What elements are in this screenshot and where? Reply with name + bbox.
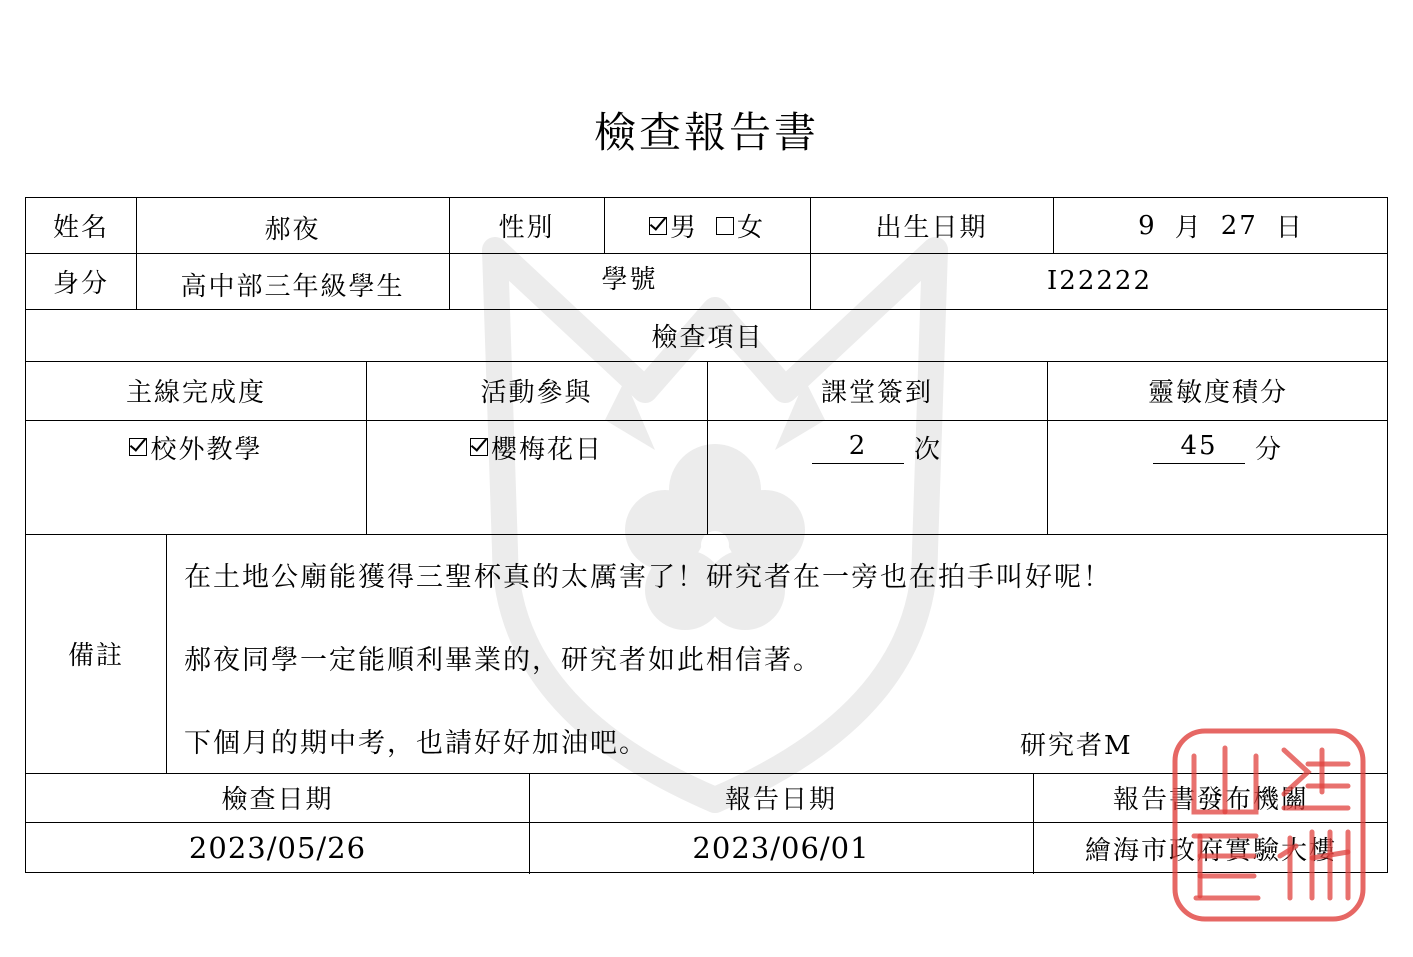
- column-attendance: 課堂簽到: [820, 378, 933, 408]
- inspection-items-heading: 檢查項目: [651, 322, 764, 353]
- remark-line-3: 下個月的期中考，也請好好加油吧。: [184, 728, 648, 759]
- birth-date-value: [1053, 198, 1389, 253]
- day-unit: 日: [1275, 213, 1304, 243]
- student-id-value: I22222: [1047, 266, 1152, 296]
- score-value: [1047, 420, 1389, 474]
- attendance-count: 2: [812, 431, 904, 464]
- birth-month: 9: [1138, 210, 1157, 241]
- identity-label: 身分: [52, 268, 109, 299]
- checked-checkbox-icon: [649, 217, 667, 235]
- birth-day: 27: [1220, 210, 1258, 241]
- name-value: 郝夜: [264, 215, 321, 245]
- mainline-checkbox[interactable]: 校外教學: [129, 429, 262, 466]
- gender-options: [604, 198, 810, 253]
- issuer-value: 繪海市政府實驗大樓: [1084, 835, 1337, 866]
- column-mainline: 主線完成度: [125, 378, 266, 408]
- red-seal-stamp: [1172, 728, 1366, 922]
- remark-line-2: 郝夜同學一定能順利畢業的，研究者如此相信著。: [184, 645, 822, 676]
- document-title: 檢查報告書: [593, 108, 819, 157]
- checked-checkbox-icon: [129, 438, 147, 456]
- gender-label: 性別: [498, 213, 555, 243]
- gender-female-option[interactable]: 女: [716, 207, 765, 244]
- identity-value: 高中部三年級學生: [180, 271, 405, 302]
- birth-date-label: 出生日期: [875, 213, 988, 243]
- mainline-value: [26, 420, 366, 474]
- score-number: 45: [1153, 431, 1245, 464]
- score-unit: 分: [1254, 434, 1283, 465]
- inspect-date-label: 檢查日期: [221, 785, 334, 815]
- month-unit: 月: [1174, 213, 1203, 243]
- gender-male-option[interactable]: 男: [649, 207, 698, 244]
- activity-value: [366, 420, 707, 474]
- name-label: 姓名: [52, 213, 109, 243]
- column-score: 靈敏度積分: [1147, 378, 1288, 408]
- empty-checkbox-icon: [716, 217, 734, 235]
- researcher-signature: 研究者M: [1020, 731, 1133, 761]
- checked-checkbox-icon: [470, 438, 488, 456]
- remark-line-1: 在土地公廟能獲得三聖杯真的太厲害了！研究者在一旁也在拍手叫好呢！: [184, 562, 1112, 593]
- column-activity: 活動參與: [480, 378, 593, 408]
- report-date-label: 報告日期: [724, 785, 837, 815]
- inspect-date-value: 2023/05/26: [188, 831, 367, 865]
- report-date-value: 2023/06/01: [692, 831, 870, 865]
- attendance-value: [707, 420, 1047, 474]
- issuer-label: 報告書發布機關: [1112, 785, 1309, 815]
- remarks-label: 備註: [67, 641, 124, 671]
- attendance-unit: 次: [913, 434, 942, 465]
- student-id-label: 學號: [601, 264, 658, 295]
- activity-checkbox[interactable]: 櫻梅花日: [470, 429, 603, 466]
